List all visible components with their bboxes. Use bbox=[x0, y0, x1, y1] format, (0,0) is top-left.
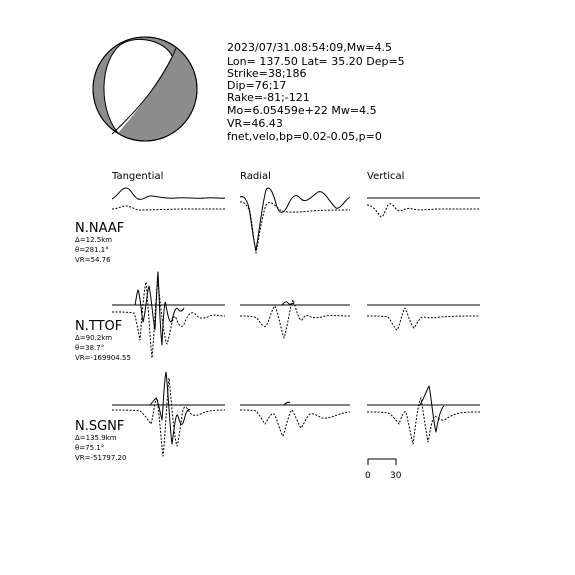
station-azimuth: θ=38.7° bbox=[75, 344, 105, 352]
column-header-radial: Radial bbox=[240, 171, 271, 182]
station-azimuth: θ=75.1° bbox=[75, 444, 105, 452]
column-header-vertical: Vertical bbox=[367, 171, 405, 182]
station-azimuth: θ=281.1° bbox=[75, 246, 109, 254]
header-line-8: fnet,velo,bp=0.02-0.05,p=0 bbox=[227, 130, 382, 143]
station-name: N.TTOF bbox=[75, 319, 123, 334]
waveform-ttof-tangential bbox=[112, 272, 225, 358]
station-variance-reduction: VR=-51797.20 bbox=[75, 454, 127, 462]
header-line-4: Dip=76;17 bbox=[227, 79, 287, 92]
station-label-sgnf bbox=[75, 419, 126, 462]
column-header-tangential: Tangential bbox=[112, 171, 164, 182]
waveform-naaf-radial bbox=[240, 188, 350, 253]
waveform-ttof-radial bbox=[240, 300, 350, 338]
station-name: N.SGNF bbox=[75, 419, 125, 434]
station-variance-reduction: VR=-169904.55 bbox=[75, 354, 131, 362]
beachball-icon bbox=[93, 37, 197, 141]
waveform-naaf-vertical bbox=[367, 198, 480, 217]
station-distance: Δ=12.5km bbox=[75, 236, 113, 244]
event-header bbox=[227, 41, 405, 143]
waveform-sgnf-radial bbox=[240, 402, 350, 436]
station-variance-reduction: VR=54.76 bbox=[75, 256, 111, 264]
station-label-ttof bbox=[75, 319, 131, 362]
station-distance: Δ=90.2km bbox=[75, 334, 113, 342]
header-line-3: Strike=38;186 bbox=[227, 67, 307, 80]
waveform-sgnf-tangential bbox=[112, 372, 225, 456]
header-line-6: Mo=6.05459e+22 Mw=4.5 bbox=[227, 104, 377, 117]
header-line-7: VR=46.43 bbox=[227, 117, 283, 130]
station-name: N.NAAF bbox=[75, 221, 125, 236]
header-line-5: Rake=-81;-121 bbox=[227, 91, 310, 104]
header-line-1: 2023/07/31.08:54:09,Mw=4.5 bbox=[227, 41, 392, 54]
station-label-naaf bbox=[75, 221, 124, 264]
station-distance: Δ=135.9km bbox=[75, 434, 117, 442]
waveform-naaf-tangential bbox=[112, 188, 225, 210]
time-scale-bar bbox=[365, 459, 402, 481]
header-line-2: Lon= 137.50 Lat= 35.20 Dep=5 bbox=[227, 55, 405, 68]
waveform-ttof-vertical bbox=[367, 305, 480, 330]
scale-start-label: 0 bbox=[365, 471, 371, 481]
waveform-sgnf-vertical bbox=[367, 386, 480, 444]
scale-end-label: 30 bbox=[390, 471, 402, 481]
